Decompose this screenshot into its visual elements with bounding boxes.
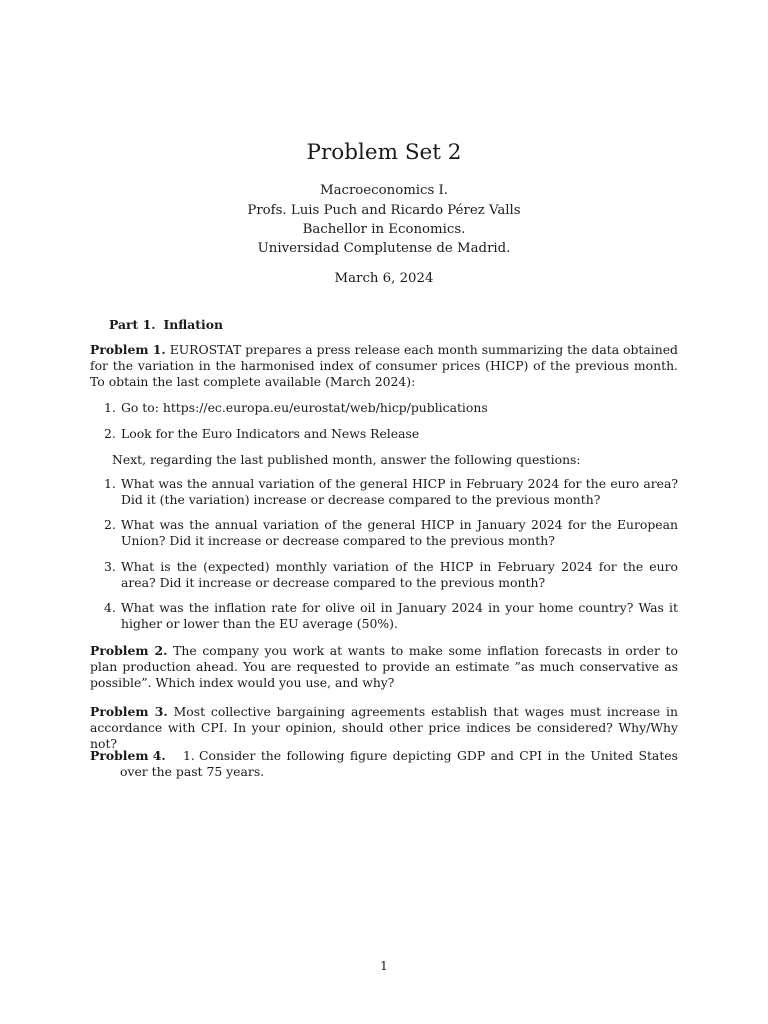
step-text: Go to: https://ec.europa.eu/eurostat/web/hicp/publications xyxy=(121,400,488,415)
step-text: Look for the Euro Indicators and News Release xyxy=(121,426,420,441)
question-number: 2. xyxy=(104,517,116,532)
part-title: Inflation xyxy=(163,317,224,332)
degree: Bachellor in Economics. xyxy=(302,222,466,237)
question-item xyxy=(104,559,678,591)
document-date: March 6, 2024 xyxy=(334,271,434,286)
problem-4-number: 1. xyxy=(183,748,195,763)
problem-3-label: Problem 3. xyxy=(90,704,168,719)
document-title: Problem Set 2 xyxy=(306,140,462,165)
question-text: What is the (expected) monthly variation of the HICP in February 2024 for the euro area? Did it increase or decrease compared to the previous month? xyxy=(121,559,678,591)
step-item xyxy=(104,400,678,416)
page-number: 1 xyxy=(380,958,388,973)
question-item xyxy=(104,517,678,549)
professors: Profs. Luis Puch and Ricardo Pérez Valls xyxy=(247,203,521,218)
step-item xyxy=(104,426,678,442)
problem-1-text: EUROSTAT prepares a press release each month summarizing the data obtained for the variation in the harmonised index of consumer prices (HICP) of the previous month. To obtain the last complete available (March 2024): xyxy=(90,342,678,390)
question-text: What was the annual variation of the general HICP in January 2024 for the European Union? Did it increase or decrease compared to the previous month? xyxy=(121,517,678,549)
question-text: What was the annual variation of the general HICP in February 2024 for the euro area? Did it (the variation) increase or decrease compared to the previous month? xyxy=(121,476,678,508)
university: Universidad Complutense de Madrid. xyxy=(257,241,511,256)
problem-3 xyxy=(90,704,678,753)
problem-2-label: Problem 2. xyxy=(90,643,168,658)
question-number: 1. xyxy=(104,476,116,491)
problem-4-label: Problem 4. xyxy=(90,748,166,763)
next-instruction: Next, regarding the last published month, answer the following questions: xyxy=(112,452,581,467)
question-number: 4. xyxy=(104,600,116,615)
problem-1-label: Problem 1. xyxy=(90,342,166,357)
problem-2-text: The company you work at wants to make some inflation forecasts in order to plan production ahead. You are requested to provide an estimate ”as much conservative as possible”. Which index would you use, and why? xyxy=(90,643,678,691)
part-heading xyxy=(109,317,223,333)
question-number: 3. xyxy=(104,559,116,574)
problem-3-text: Most collective bargaining agreements establish that wages must increase in accordance with CPI. In your opinion, should other price indices be considered? Why/Why not? xyxy=(90,704,678,752)
question-item xyxy=(104,600,678,632)
problem-1 xyxy=(90,342,678,391)
course-name: Macroeconomics I. xyxy=(319,183,449,198)
step-number: 2. xyxy=(104,426,116,441)
step-number: 1. xyxy=(104,400,116,415)
problem-4 xyxy=(90,748,678,780)
problem-2 xyxy=(90,643,678,692)
problem-4-text: Consider the following figure depicting GDP and CPI in the United States over the past 75 years. xyxy=(120,748,678,780)
question-text: What was the inflation rate for olive oil in January 2024 in your home country? Was it higher or lower than the EU average (50%). xyxy=(121,600,678,632)
question-item xyxy=(104,476,678,508)
part-label: Part 1. xyxy=(109,317,156,332)
